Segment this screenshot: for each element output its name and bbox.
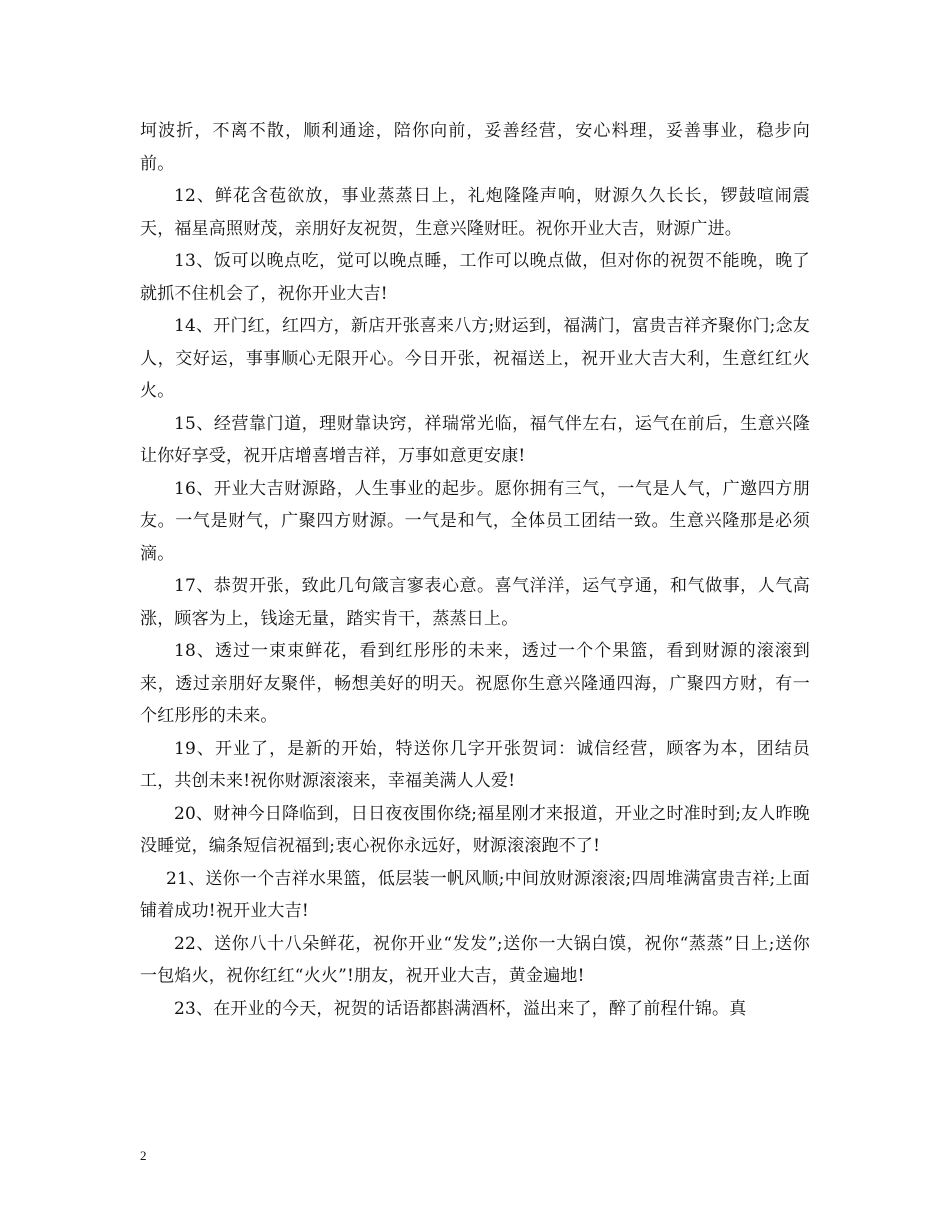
paragraph-18: 18、透过一束束鲜花，看到红彤彤的未来，透过一个个果篮，看到财源的滚滚到来，透过亲朋好友聚伴，畅想美好的明天。祝愿你生意兴隆通四海，广聚四方财，有一个红彤彤的未来。 xyxy=(140,641,810,726)
paragraph-12: 12、鲜花含苞欲放，事业蒸蒸日上，礼炮隆隆声响，财源久久长长，锣鼓喧闹震天，福星高照财茂，亲朋好友祝贺，生意兴隆财旺。祝你开业大吉，财源广进。 xyxy=(140,186,810,239)
paragraph-23: 23、在开业的今天，祝贺的话语都斟满酒杯，溢出来了，醉了前程什锦。真 xyxy=(174,998,747,1019)
paragraph-19: 19、开业了，是新的开始，特送你几字开张贺词：诚信经营，顾客为本，团结员工，共创未来!祝你财源滚滚来，幸福美满人人爱! xyxy=(140,738,810,791)
paragraph-16: 16、开业大吉财源路，人生事业的起步。愿你拥有三气，一气是人气，广邀四方朋友。一气是财气，广聚四方财源。一气是和气，全体员工团结一致。生意兴隆那是必须滴。 xyxy=(140,478,810,564)
paragraph-13: 13、饭可以晚点吃，觉可以晚点睡，工作可以晚点做，但对你的祝贺不能晚，晚了就抓不住机会了，祝你开业大吉! xyxy=(140,251,810,304)
paragraph-17: 17、恭贺开张，致此几句箴言寥表心意。喜气洋洋，运气亨通，和气做事，人气高涨，顾客为上，钱途无量，踏实肯干，蒸蒸日上。 xyxy=(140,576,810,629)
document-body xyxy=(140,115,810,1025)
paragraph-20: 20、财神今日降临到，日日夜夜围你绕;福星刚才来报道，开业之时准时到;友人昨晚没睡觉，编条短信祝福到;衷心祝你永远好，财源滚滚跑不了! xyxy=(140,803,810,856)
page-number: 2 xyxy=(140,1148,147,1163)
paragraph-21: 21、送你一个吉祥水果篮，低层装一帆风顺;中间放财源滚滚;四周堆满富贵吉祥;上面铺着成功!祝开业大吉! xyxy=(140,868,810,921)
paragraph-22: 22、送你八十八朵鲜花，祝你开业“发发”;送你一大锅白馍，祝你“蒸蒸”日上;送你一包焰火，祝你红红“火火”!朋友，祝开业大吉，黄金遍地! xyxy=(140,933,810,986)
paragraph-continued: 坷波折，不离不散，顺利通途，陪你向前，妥善经营，安心料理，妥善事业，稳步向前。 xyxy=(140,121,810,174)
paragraph-14: 14、开门红，红四方，新店开张喜来八方;财运到，福满门，富贵吉祥齐聚你门;念友人，交好运，事事顺心无限开心。今日开张，祝福送上，祝开业大吉大利，生意红红火火。 xyxy=(140,316,810,401)
paragraph-15: 15、经营靠门道，理财靠诀窍，祥瑞常光临，福气伴左右，运气在前后，生意兴隆让你好享受，祝开店增喜增吉祥，万事如意更安康! xyxy=(140,413,810,466)
